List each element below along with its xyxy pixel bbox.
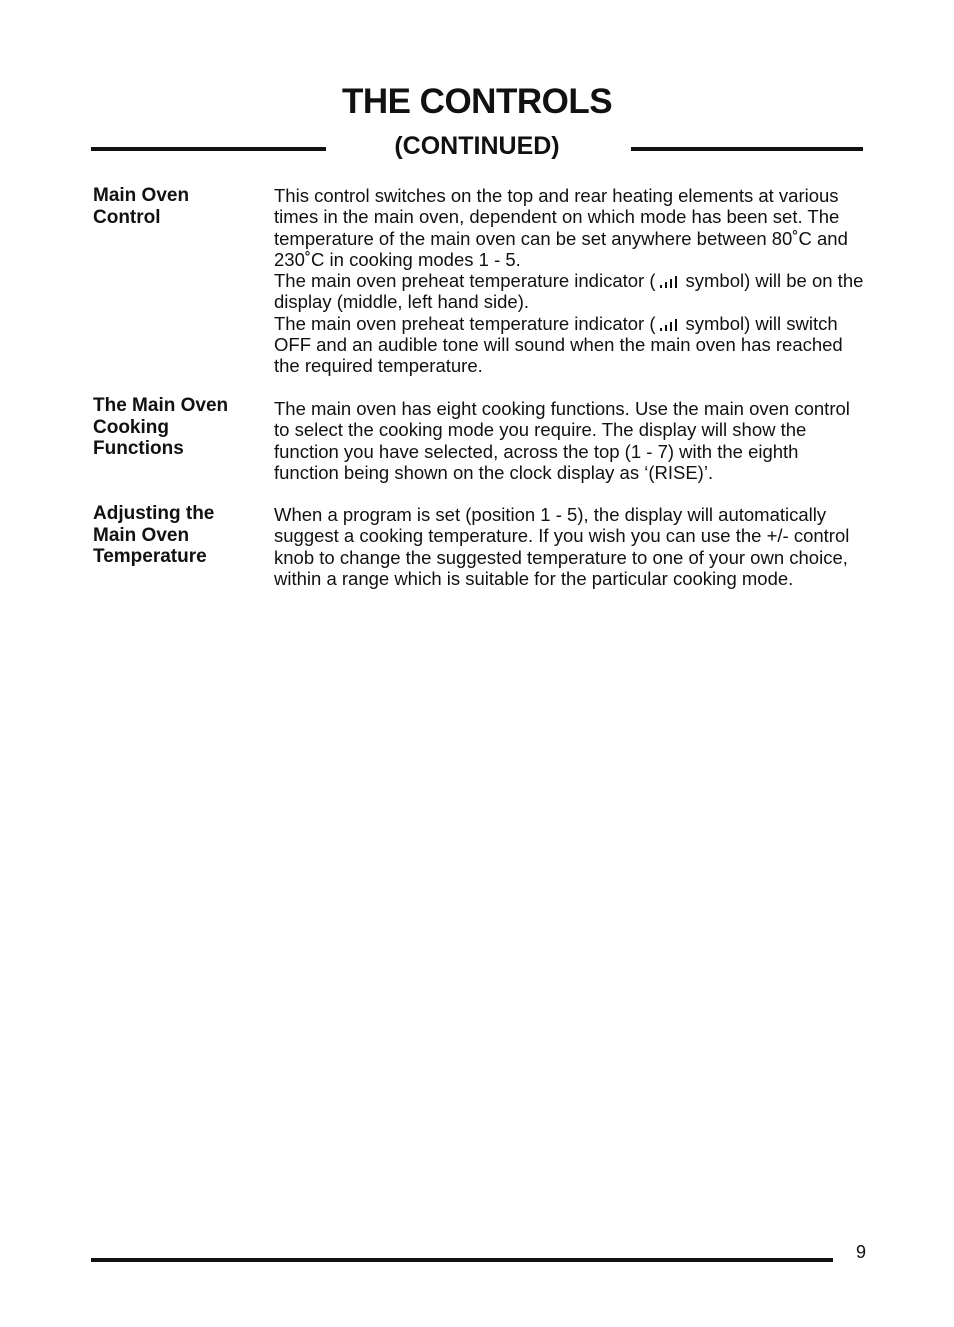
paragraph <box>274 270 864 313</box>
footer-rule <box>91 1258 833 1262</box>
page-number: 9 <box>855 1242 866 1262</box>
section-body <box>274 504 864 589</box>
preheat-indicator-icon <box>660 276 682 288</box>
paragraph-text: symbol) will switch OFF and an audible tone will sound when the main oven has reached the required temperature. <box>274 312 843 377</box>
paragraph: This control switches on the top and rear heating elements at various times in the main oven, dependent on which mode has been set. The temperature of the main oven can be set anywhere between 80˚C and 230˚C in cooking modes 1 - 5. <box>274 185 848 270</box>
paragraph: When a program is set (position 1 - 5), the display will automatically suggest a cooking temperature. If you wish you can use the +/- control knob to change the suggested temperature to one of your own choice, within a range which is suitable for the particular cooking mode. <box>274 504 850 589</box>
subtitle-row <box>91 128 863 168</box>
section-body <box>274 398 864 483</box>
paragraph-text: The main oven preheat temperature indicator ( <box>274 312 656 334</box>
page-subtitle: (CONTINUED) <box>394 132 560 160</box>
section-body <box>274 185 864 377</box>
header-rule-right <box>631 147 863 151</box>
section-label-line: The Main Oven <box>93 395 229 416</box>
section-label-line: Main Oven <box>93 185 190 206</box>
section-label-line: Control <box>93 206 161 228</box>
section-label-line: Functions <box>93 438 184 459</box>
paragraph-text: The main oven preheat temperature indicator ( <box>274 270 656 292</box>
section-label-line: Adjusting the <box>93 503 215 524</box>
page-title: THE CONTROLS <box>341 82 613 121</box>
section-label-line: Cooking <box>93 416 169 438</box>
section-label-line: Main Oven <box>93 524 190 546</box>
section-label <box>93 185 263 228</box>
paragraph <box>274 313 864 377</box>
paragraph-text: symbol) will be on the display (middle, left hand side). <box>274 270 864 313</box>
section-label <box>93 395 263 460</box>
section-label <box>93 503 263 568</box>
paragraph: The main oven has eight cooking functions. Use the main oven control to select the cooking mode you require. The display will show the function you have selected, across the top (1 - 7) with the eighth function being shown on the clock display as ‘(RISE)’. <box>274 398 850 483</box>
section-label-line: Temperature <box>93 546 207 567</box>
preheat-indicator-icon <box>660 319 682 331</box>
